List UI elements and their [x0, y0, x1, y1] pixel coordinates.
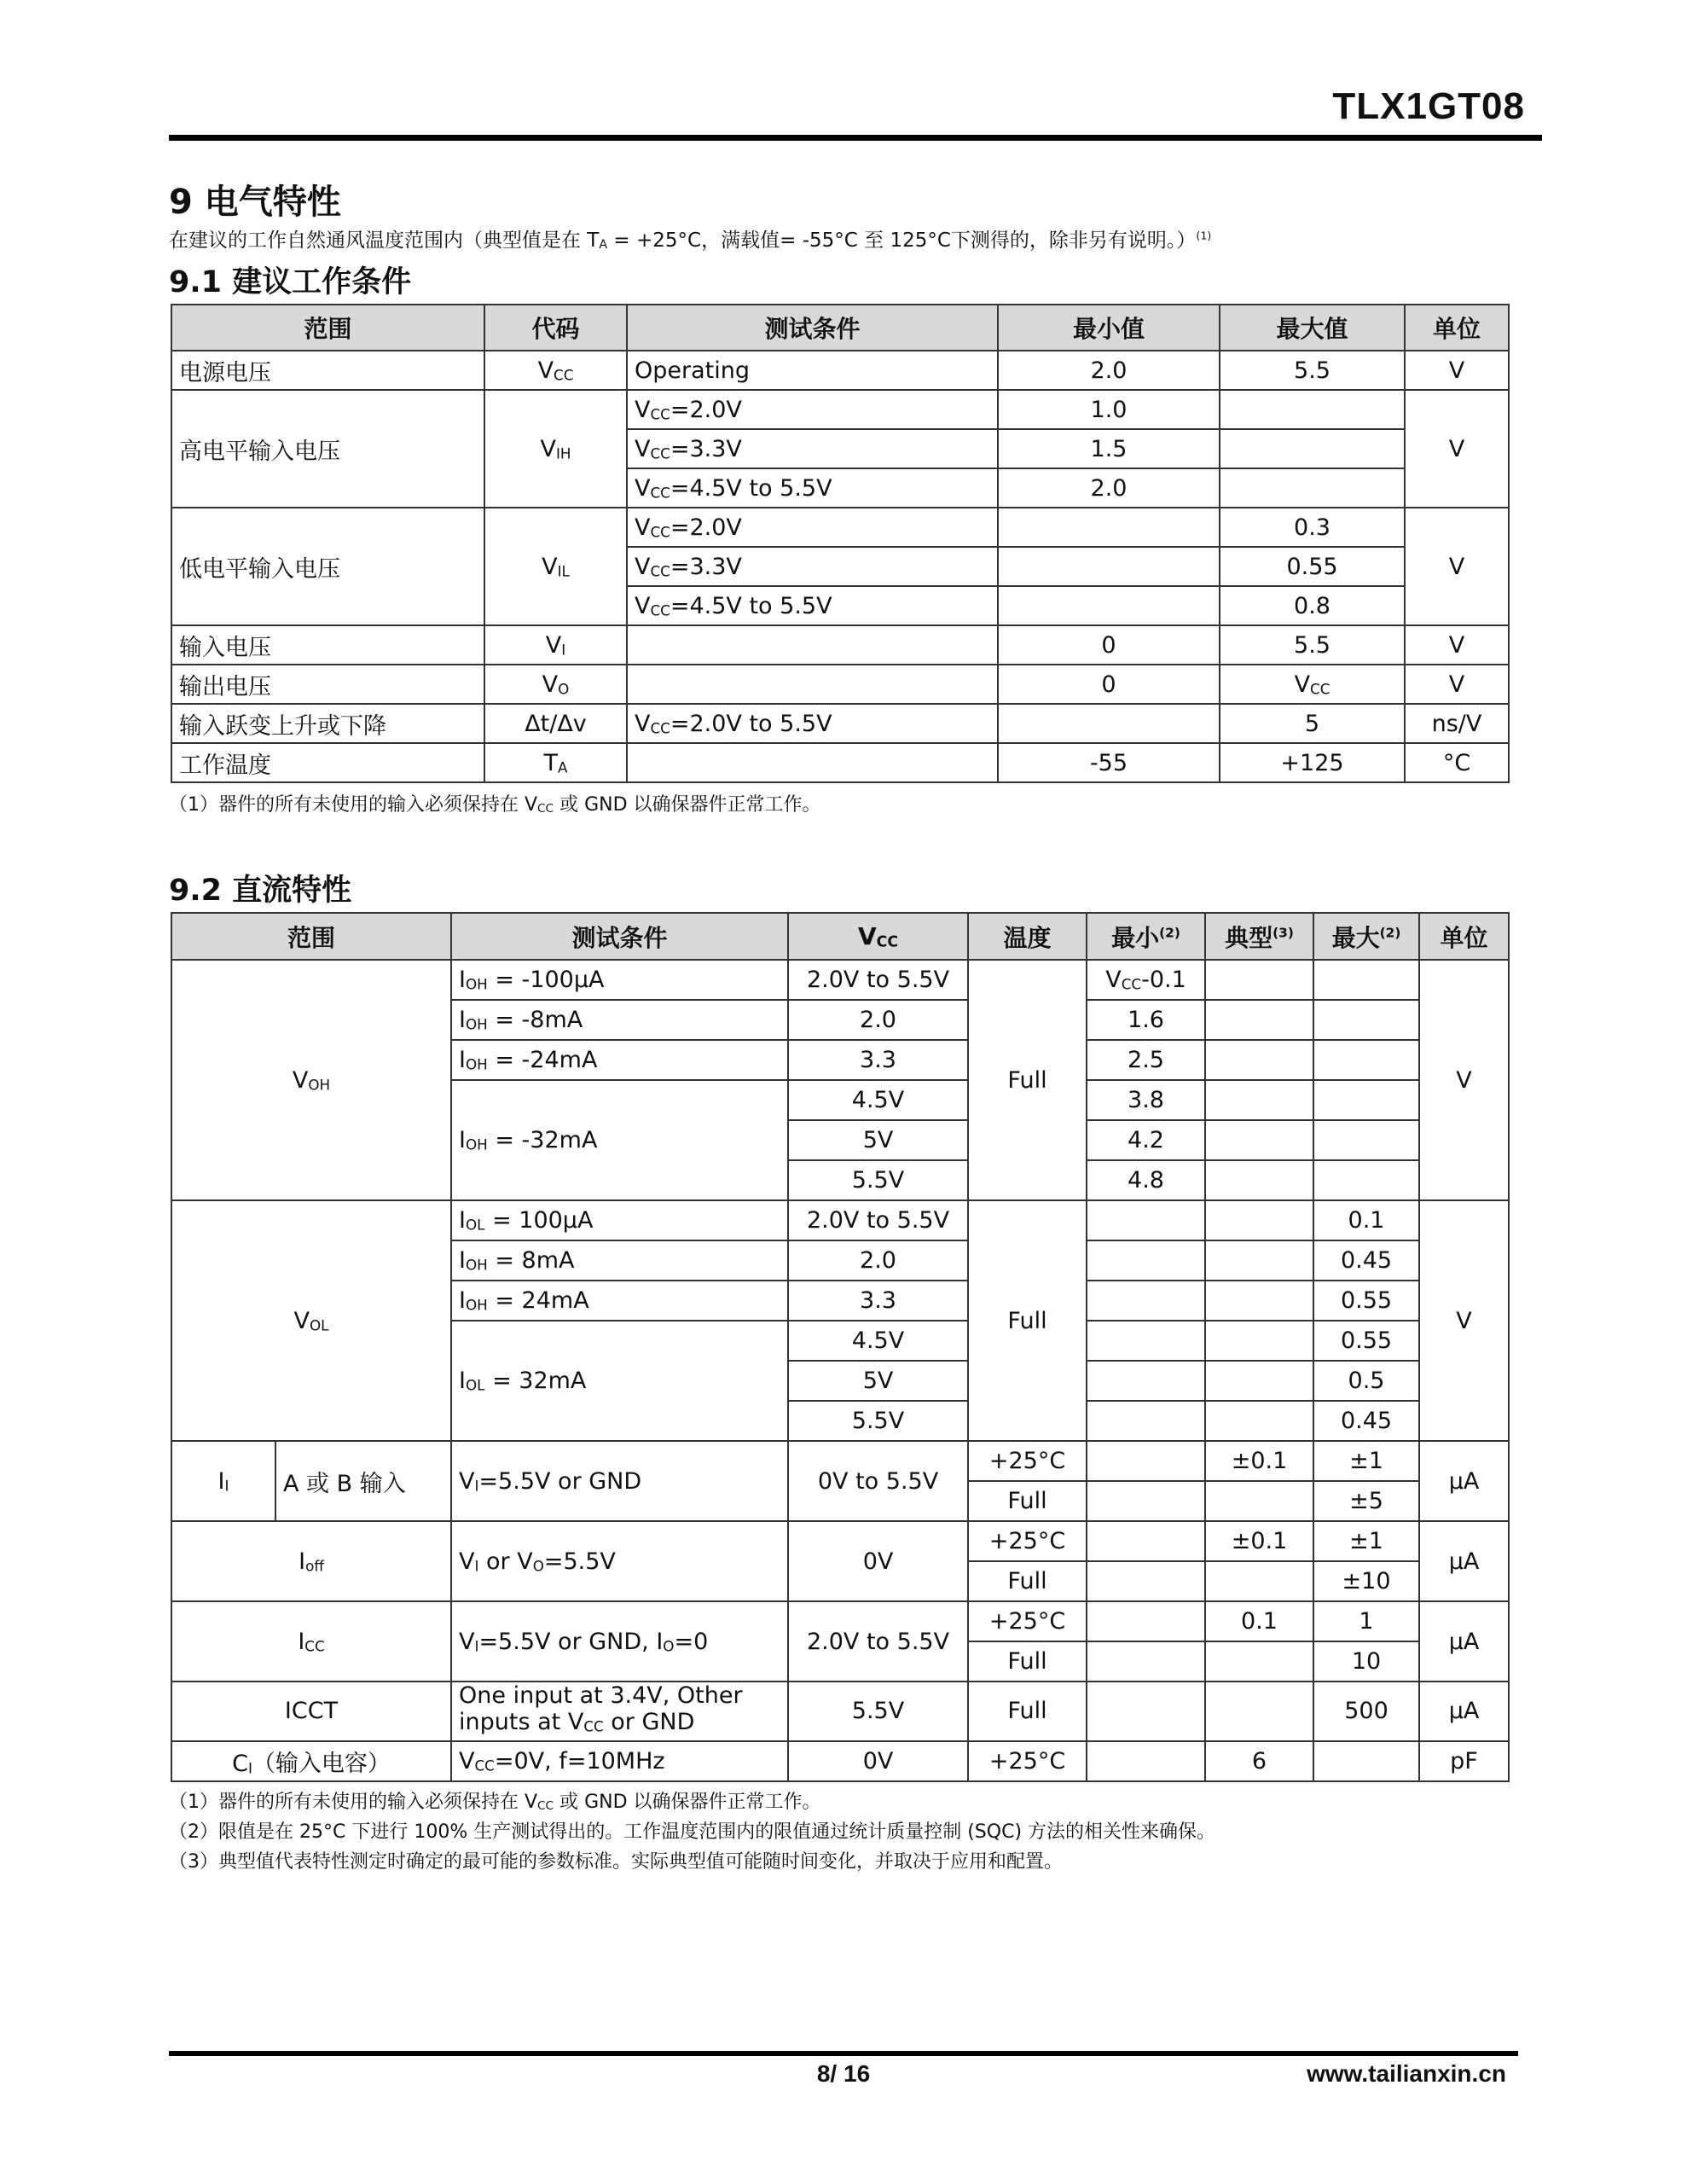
col-condition: 测试条件 — [451, 913, 788, 960]
website-link[interactable]: www.tailianxin.cn — [1307, 2060, 1506, 2087]
col-vcc: $V_{CC}$ — [788, 913, 968, 960]
col-condition: 测试条件 — [627, 305, 998, 351]
dc-footnote-2: （2）限值是在 25°C 下进行 100% 生产测试得出的。工作温度范围内的限值通过统计质量控制 (SQC) 方法的相关性来确保。 — [169, 1821, 1216, 1843]
table-row: $V_{CC}=4.5V$ to 5.5V 2.0 — [171, 468, 1509, 508]
col-unit: 单位 — [1419, 913, 1509, 960]
table-row: 5.5V 0.45 — [171, 1401, 1509, 1441]
page-number: 8/ 16 — [816, 2060, 871, 2087]
table-row: $V_{OH}$ $I_{OH} = -100\mu A$ 2.0V to 5.5V Full $V_{CC}-0.1$ V — [171, 960, 1509, 1000]
table-row: 输入跃变上升或下降 Δt/Δv $V_{CC}=2.0V$ to 5.5V 5 ns/V — [171, 704, 1509, 743]
col-max: 最大值 — [1220, 305, 1405, 351]
col-unit: 单位 — [1405, 305, 1509, 351]
table-row: 高电平输入电压 $V_{IH}$ $V_{CC}=2.0V$ 1.0 V — [171, 390, 1509, 429]
section-title: 9 电气特性 — [169, 183, 341, 222]
table-row: Full 10 — [171, 1641, 1509, 1682]
table-row: 输出电压 $V_O$ 0 $V_{CC}$ V — [171, 665, 1509, 704]
col-range: 范围 — [171, 913, 451, 960]
header-rule — [169, 135, 1542, 141]
dc-footnote-3: （3）典型值代表特性测定时确定的最可能的参数标准。实际典型值可能随时间变化，并取决于应用和配置。 — [169, 1851, 1064, 1873]
table-row: $C_I$（输入电容） $V_{CC}=0V$, f=10MHz 0V +25°C 6 pF — [171, 1741, 1509, 1781]
table-row: 5V 4.2 — [171, 1120, 1509, 1160]
table-row: 工作温度 $T_A$ -55 +125 °C — [171, 743, 1509, 782]
table-row: ICCT One input at 3.4V, Other inputs at $V_{CC}$ or GND 5.5V Full 500 μA — [171, 1682, 1509, 1741]
section-intro: 在建议的工作自然通风温度范围内（典型值是在 $T_A = +25^\circ C$，满载值= -55°C 至 125°C下测得的，除非另有说明。）$^{(1)}$ — [169, 229, 1212, 253]
col-min: 最小值 — [998, 305, 1220, 351]
table-header-row — [171, 913, 1509, 960]
roc-footnote: （1）器件的所有未使用的输入必须保持在 $V_{CC}$ 或 GND 以确保器件正常工作。 — [169, 794, 821, 816]
recommended-operating-conditions-table — [171, 304, 1510, 783]
table-row: $V_{CC}=4.5V$ to 5.5V 0.8 — [171, 586, 1509, 625]
col-range: 范围 — [171, 305, 484, 351]
footer-rule — [169, 2051, 1518, 2056]
table-row: $I_I$ A 或 B 输入 $V_I=5.5V$ or GND 0V to 5.5V +25°C ±0.1 ±1 μA — [171, 1441, 1509, 1481]
col-temp: 温度 — [968, 913, 1087, 960]
roc-title: 9.1 建议工作条件 — [169, 265, 412, 299]
table-row: $I_{CC}$ $V_I=5.5V$ or GND, $I_O=0$ 2.0V to 5.5V +25°C 0.1 1 μA — [171, 1601, 1509, 1641]
table-row: $I_{OL} = 32mA$ 4.5V 0.55 — [171, 1321, 1509, 1361]
table-header-row — [171, 305, 1509, 351]
table-row: 5.5V 4.8 — [171, 1160, 1509, 1200]
col-min: 最小$^{(2)}$ — [1087, 913, 1205, 960]
table-row: $I_{OH} = -32mA$ 4.5V 3.8 — [171, 1080, 1509, 1120]
table-row: $I_{OH} = 8mA$ 2.0 0.45 — [171, 1240, 1509, 1281]
table-row: $I_{OH} = -24mA$ 3.3 2.5 — [171, 1040, 1509, 1080]
table-row: Full ±10 — [171, 1561, 1509, 1601]
table-row: 输入电压 $V_I$ 0 5.5 V — [171, 625, 1509, 665]
dc-characteristics-table — [171, 912, 1510, 1782]
dc-footnote-1: （1）器件的所有未使用的输入必须保持在 $V_{CC}$ 或 GND 以确保器件正常工作。 — [169, 1792, 821, 1814]
table-row: 5V 0.5 — [171, 1361, 1509, 1401]
table-row: $V_{CC}=3.3V$ 0.55 — [171, 547, 1509, 586]
table-row: $V_{CC}=3.3V$ 1.5 — [171, 429, 1509, 468]
table-row: $I_{OH} = 24mA$ 3.3 0.55 — [171, 1281, 1509, 1321]
table-row: $I_{OH} = -8mA$ 2.0 1.6 — [171, 1000, 1509, 1040]
table-row: $V_{OL}$ $I_{OL} = 100\mu A$ 2.0V to 5.5V Full 0.1 V — [171, 1200, 1509, 1240]
col-code: 代码 — [484, 305, 627, 351]
table-row: Full ±5 — [171, 1481, 1509, 1521]
table-row: 电源电压 $V_{CC}$ Operating 2.0 5.5 V — [171, 351, 1509, 390]
col-typ: 典型$^{(3)}$ — [1205, 913, 1313, 960]
dc-title: 9.2 直流特性 — [169, 874, 352, 908]
doc-part-number: TLX1GT08 — [1332, 85, 1525, 127]
table-row: $I_{off}$ $V_I$ or $V_O=5.5V$ 0V +25°C ±0.1 ±1 μA — [171, 1521, 1509, 1561]
col-max: 最大$^{(2)}$ — [1313, 913, 1419, 960]
table-row: 低电平输入电压 $V_{IL}$ $V_{CC}=2.0V$ 0.3 V — [171, 508, 1509, 547]
